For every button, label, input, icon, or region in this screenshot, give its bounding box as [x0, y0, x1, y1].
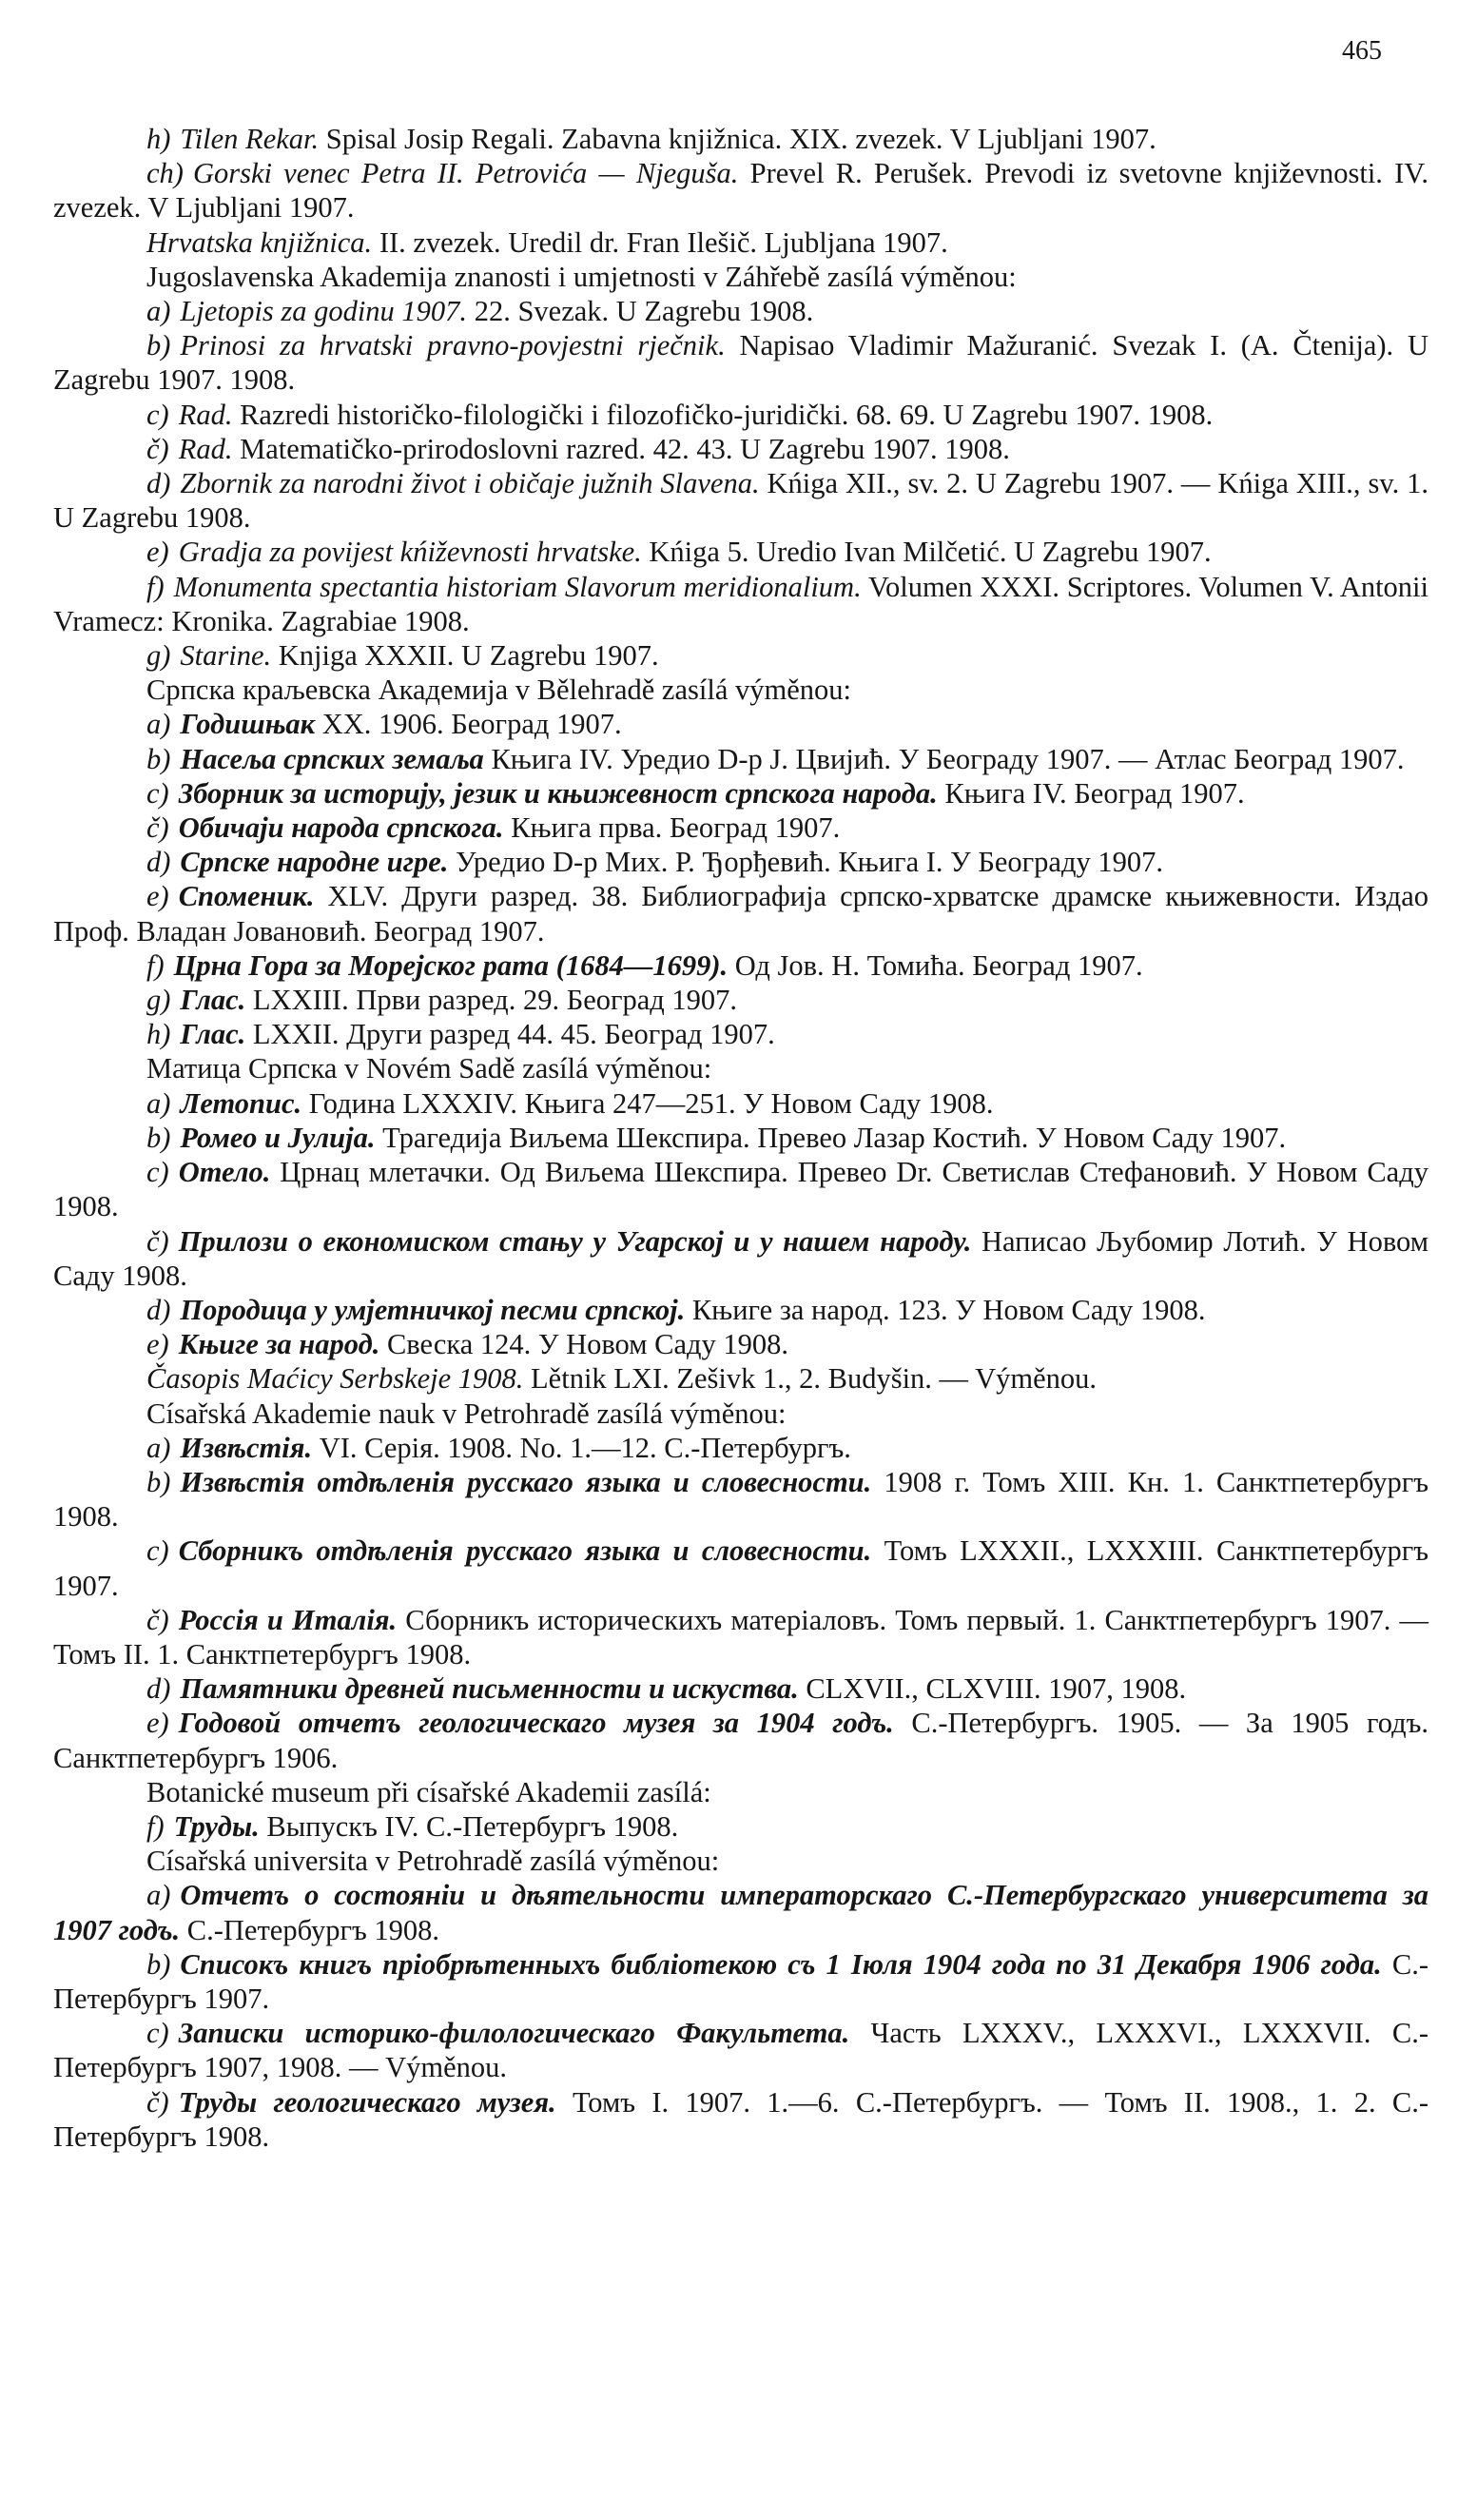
- entry-title: Starine.: [180, 639, 272, 673]
- entry-details: С.-Петербургъ. 1905. — За 1905 годъ. Санктпетербургъ 1906.: [53, 1707, 1428, 1774]
- bibliography-entry: [53, 742, 1428, 776]
- entry-label: b): [146, 1121, 171, 1154]
- entry-details: LXXII. Други разред 44. 45. Београд 1907.: [245, 1018, 775, 1051]
- entry-details: Spisal Josip Regali. Zabavna knjižnica. XIX. zvezek. V Ljubljani 1907.: [319, 123, 1156, 155]
- entry-details: Kńiga XII., sv. 2. U Zagrebu 1907. — Kńiga XIII., sv. 1. U Zagrebu 1908.: [53, 467, 1429, 535]
- entry-details: Црнац млетачки. Од Виљема Шекспира. Превео Dr. Светислав Стефановић. У Новом Саду 1908.: [53, 1156, 1428, 1223]
- entry-title: Труды.: [173, 1809, 260, 1843]
- entry-title: Отело.: [178, 1156, 271, 1189]
- bibliography-entry: [53, 845, 1428, 879]
- entry-label: e): [146, 880, 169, 913]
- entry-label: b): [146, 742, 171, 775]
- entry-details: Књиге за народ. 123. У Новом Саду 1908.: [685, 1293, 1206, 1326]
- entry-label: č): [146, 811, 169, 845]
- bibliography-entry: [53, 1361, 1428, 1396]
- bibliography-entry: [53, 983, 1428, 1017]
- entry-details: С.-Петербургъ 1908.: [180, 1913, 439, 1946]
- bibliography-entry: [53, 398, 1428, 432]
- entry-title: Прилози о економиском стању у Угарској и у нашем народу.: [178, 1224, 972, 1258]
- entry-title: Ромео и Јулија.: [180, 1121, 376, 1154]
- bibliography-entry: [53, 1017, 1428, 1051]
- bibliography-entry: [53, 1293, 1428, 1327]
- bibliography-entry: [53, 1397, 1428, 1431]
- entry-details: Трагедија Виљема Шекспира. Превео Лазар Костић. У Новом Саду 1907.: [375, 1121, 1287, 1154]
- entry-label: e): [146, 1707, 169, 1740]
- entry-details: Сборникъ историческихъ матеріаловъ. Томъ первый. 1. Санктпетербургъ 1907. — Томъ II. 1. Санктпетербургъ 1908.: [53, 1603, 1428, 1670]
- entry-title: Извѣстія отдѣленія русскаго языка и словесности.: [180, 1465, 872, 1498]
- bibliography-entry: [53, 432, 1428, 466]
- bibliography-entry: [53, 1844, 1428, 1878]
- entry-title: Годовой отчетъ геологическаго музея за 1904 годъ.: [178, 1707, 894, 1740]
- entry-label: e): [146, 1328, 169, 1361]
- entry-details: Volumen XXXI. Scriptores. Volumen V. Antonii Vramecz: Kronika. Zagrabiae 1908.: [53, 570, 1428, 637]
- entry-title: Годишњак: [180, 708, 316, 741]
- entry-details: Од Јов. Н. Томића. Београд 1907.: [728, 948, 1143, 982]
- entry-details: Napisao Vladimir Mažuranić. Svezak I. (A. Čtenija). U Zagrebu 1907. 1908.: [53, 329, 1428, 397]
- entry-title: Zbornik za narodni život i običaje južnih Slavena.: [180, 467, 760, 500]
- entry-title: Отчетъ о состояніи и дѣятельности императорскаго С.-Петербургскаго университета за 1907 годъ.: [53, 1879, 1428, 1946]
- entry-title: Труды геологическаго музея.: [178, 2085, 556, 2119]
- bibliography-entry: [53, 1431, 1428, 1465]
- entry-label: c): [146, 2017, 169, 2050]
- bibliography-entry: [53, 811, 1428, 845]
- entry-label: c): [146, 398, 169, 431]
- bibliography-entry: [53, 1465, 1428, 1533]
- bibliography-entry: [53, 776, 1428, 811]
- entry-label: b): [146, 1947, 171, 1981]
- entry-title: Monumenta spectantia historiam Slavorum meridionalium.: [173, 570, 862, 603]
- entry-label: a): [146, 1086, 171, 1120]
- entry-title: Црна Гора за Морејског рата (1684—1699).: [173, 948, 729, 982]
- entry-label: č): [146, 2085, 169, 2119]
- entry-title: Gradja za povijest kńiževnosti hrvatske.: [178, 536, 642, 569]
- entry-title: Књиге за народ.: [178, 1328, 380, 1361]
- bibliography-entry: [53, 294, 1428, 328]
- entry-title: Rad.: [178, 432, 233, 465]
- entry-details: Свеска 124. У Новом Саду 1908.: [379, 1328, 789, 1361]
- entry-title: Памятники древней письменности и искуства.: [180, 1672, 799, 1706]
- entry-label: f): [146, 1809, 165, 1843]
- entry-label: a): [146, 1431, 171, 1464]
- entry-details: Књига IV. Уредио D-р J. Цвијић. У Београду 1907. — Атлас Београд 1907.: [483, 742, 1405, 775]
- bibliography-entry: [53, 948, 1428, 983]
- entry-title: Сборникъ отдѣленія русскаго языка и словесности.: [178, 1534, 872, 1568]
- bibliography-entry: [53, 1086, 1428, 1121]
- entry-details: Císařská universita v Petrohradě zasílá výměnou:: [146, 1845, 720, 1878]
- entry-details: Матица Српска v Novém Sadě zasílá výměnou:: [146, 1052, 712, 1085]
- entry-title: Извѣстія.: [180, 1431, 313, 1464]
- entry-title: Глас.: [180, 984, 246, 1017]
- entry-label: h): [146, 123, 171, 155]
- entry-label: e): [146, 536, 169, 569]
- bibliography-entry: [53, 535, 1428, 569]
- bibliography-entry: [53, 122, 1428, 156]
- entry-details: Књига IV. Београд 1907.: [937, 776, 1245, 810]
- entry-label: c): [146, 776, 169, 810]
- entry-label: c): [146, 1534, 169, 1568]
- entry-label: f): [146, 570, 165, 603]
- bibliography-entry: [53, 466, 1428, 535]
- entry-title: Глас.: [180, 1018, 246, 1051]
- entry-details: Выпускъ IV. С.-Петербургъ 1908.: [259, 1809, 679, 1843]
- entry-title: Летопис.: [180, 1086, 302, 1120]
- entry-details: CLXVII., CLXVIII. 1907, 1908.: [798, 1672, 1187, 1706]
- entry-label: h): [146, 1018, 171, 1051]
- bibliography-entry: [53, 1878, 1428, 1946]
- entry-details: Томъ I. 1907. 1.—6. С.-Петербургъ. — Томъ II. 1908., 1. 2. С.-Петербургъ 1908.: [53, 2085, 1428, 2153]
- bibliography-entry: [53, 879, 1428, 947]
- bibliography-entry: [53, 673, 1428, 707]
- entry-title: Prinosi za hrvatski pravno-povjestni rječnik.: [180, 329, 726, 362]
- entry-label: c): [146, 1156, 169, 1189]
- entry-details: Jugoslavenska Akademija znanosti i umjetnosti v Záhřebě zasílá výměnou:: [146, 260, 1017, 293]
- bibliography-entry: [53, 156, 1428, 225]
- entry-title: Зборник за историју, језик и књижевност српскога народа.: [178, 776, 938, 810]
- entry-label: f): [146, 948, 165, 982]
- entry-label: d): [146, 467, 171, 500]
- entry-title: Ljetopis za godinu 1907.: [180, 295, 468, 328]
- bibliography-entry: [53, 1671, 1428, 1706]
- entry-label: č): [146, 1603, 169, 1636]
- entry-title: Россія и Италія.: [178, 1603, 398, 1636]
- entry-details: XX. 1906. Београд 1907.: [315, 708, 622, 741]
- bibliography-entry: [53, 570, 1428, 638]
- entry-details: Razredi historičko-filologički i filozofičko-juridički. 68. 69. U Zagrebu 1907. 1908.: [232, 398, 1214, 431]
- bibliography-entry: [53, 1706, 1428, 1774]
- bibliography-entry: [53, 2016, 1428, 2084]
- entry-details: Томъ LXXXII., LXXXIII. Санктпетербургъ 1907.: [53, 1534, 1429, 1602]
- entry-label: d): [146, 1293, 171, 1326]
- bibliography-entry: [53, 225, 1428, 260]
- entry-details: Lětnik LXI. Zešivk 1., 2. Budyšin. — Výměnou.: [523, 1362, 1098, 1396]
- entry-details: Knjiga XXXII. U Zagrebu 1907.: [271, 639, 659, 673]
- document-body: [53, 122, 1428, 2154]
- page-number: 465: [1342, 36, 1382, 66]
- entry-details: VI. Серія. 1908. No. 1.—12. С.-Петербургъ.: [312, 1431, 851, 1464]
- entry-details: Година LXXXIV. Књига 247—251. У Новом Саду 1908.: [301, 1086, 994, 1120]
- entry-label: b): [146, 329, 171, 362]
- entry-details: LXXIII. Први разред. 29. Београд 1907.: [245, 984, 738, 1017]
- entry-label: b): [146, 1465, 171, 1498]
- bibliography-entry: [53, 638, 1428, 673]
- entry-label: a): [146, 1879, 171, 1912]
- entry-title: Hrvatska knjižnica.: [146, 225, 373, 259]
- entry-title: Породица у умјетничкој песми српској.: [180, 1293, 686, 1326]
- entry-label: a): [146, 295, 171, 328]
- entry-details: 1908 г. Томъ XIII. Кн. 1. Санктпетербургъ 1908.: [53, 1465, 1428, 1533]
- entry-label: č): [146, 1224, 169, 1258]
- entry-title: Rad.: [178, 398, 233, 431]
- bibliography-entry: [53, 260, 1428, 294]
- bibliography-entry: [53, 1121, 1428, 1155]
- entry-label: č): [146, 432, 169, 465]
- entry-details: Císařská Akademie nauk v Petrohradě zasílá výměnou:: [146, 1397, 787, 1430]
- entry-label: g): [146, 984, 171, 1017]
- entry-title: Tilen Rekar.: [180, 123, 320, 155]
- bibliography-entry: [53, 1947, 1428, 2016]
- entry-details: С.-Петербургъ 1907.: [53, 1947, 1429, 2015]
- entry-title: Записки историко-филологическаго Факультета.: [178, 2017, 850, 2050]
- bibliography-entry: [53, 1775, 1428, 1809]
- entry-details: Написао Љубомир Лотић. У Новом Саду 1908.: [53, 1224, 1428, 1292]
- entry-title: Gorski venec Petra II. Petrovića — Njeguša.: [192, 157, 739, 190]
- entry-label: d): [146, 1672, 171, 1706]
- entry-details: Уредио D-р Мих. Р. Ђорђевић. Књига I. У Београду 1907.: [448, 846, 1163, 879]
- entry-label: g): [146, 639, 171, 673]
- bibliography-entry: [53, 1051, 1428, 1085]
- bibliography-entry: [53, 1603, 1428, 1671]
- entry-title: Časopis Maćicy Serbskeje 1908.: [146, 1362, 524, 1396]
- entry-label: d): [146, 846, 171, 879]
- entry-details: 22. Svezak. U Zagrebu 1908.: [467, 295, 814, 328]
- entry-title: Насеља српских земаља: [180, 742, 484, 775]
- entry-details: Botanické museum při císařské Akademii zasílá:: [146, 1775, 711, 1808]
- entry-label: ch): [146, 157, 184, 190]
- entry-details: XLV. Други разред. 38. Библиографија српско-хрватске драмске књижевности. Издао Проф. Владан Јовановић. Београд 1907.: [53, 880, 1428, 947]
- bibliography-entry: [53, 1224, 1428, 1293]
- bibliography-entry: [53, 1155, 1428, 1223]
- entry-details: II. zvezek. Uredil dr. Fran Ilešič. Ljubljana 1907.: [372, 225, 948, 259]
- entry-title: Српске народне игре.: [180, 846, 449, 879]
- bibliography-entry: [53, 1809, 1428, 1844]
- bibliography-entry: [53, 707, 1428, 741]
- entry-details: Српска краљевска Академија v Bělehradě zasílá výměnou:: [146, 674, 851, 707]
- entry-details: Prevel R. Perušek. Prevodi iz svetovne književnosti. IV. zvezek. V Ljubljani 1907.: [53, 157, 1428, 225]
- entry-label: a): [146, 708, 171, 741]
- bibliography-entry: [53, 2085, 1428, 2154]
- entry-title: Споменик.: [178, 880, 315, 913]
- bibliography-entry: [53, 328, 1428, 397]
- entry-details: Часть LXXXV., LXXXVI., LXXXVII. С.-Петербургъ 1907, 1908. — Výměnou.: [53, 2017, 1428, 2084]
- entry-details: Kńiga 5. Uredio Ivan Milčetić. U Zagrebu 1907.: [641, 536, 1212, 569]
- entry-title: Списокъ книгъ пріобрѣтенныхъ библіотекою съ 1 Іюля 1904 года по 31 Декабря 1906 года.: [180, 1947, 1382, 1981]
- bibliography-entry: [53, 1533, 1428, 1602]
- bibliography-entry: [53, 1327, 1428, 1361]
- entry-title: Обичаји народа српскога.: [178, 811, 504, 845]
- entry-details: Књига прва. Београд 1907.: [503, 811, 841, 845]
- entry-details: Matematičko-prirodoslovni razred. 42. 43. U Zagrebu 1907. 1908.: [232, 432, 1010, 465]
